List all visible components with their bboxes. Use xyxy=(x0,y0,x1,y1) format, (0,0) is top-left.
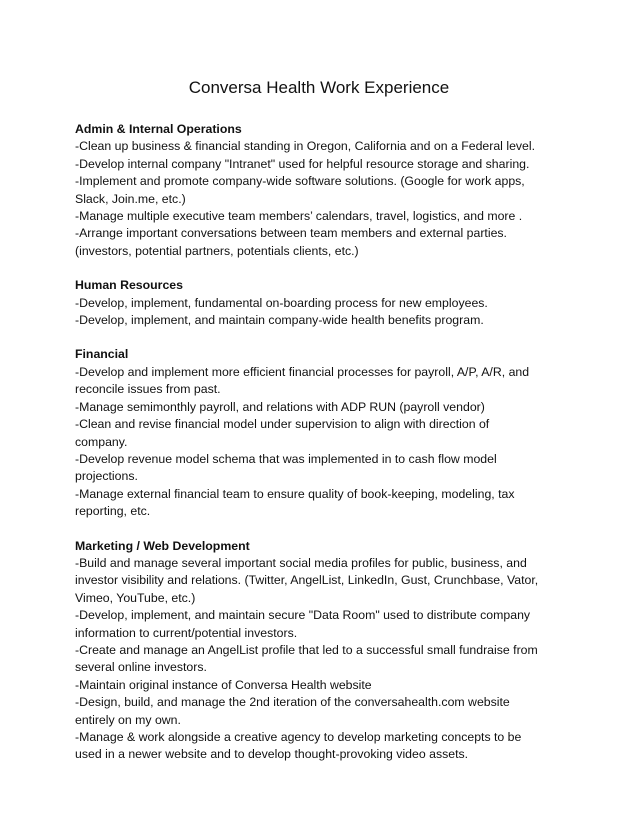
text-line: used in a newer website and to develop thought-provoking video assets. xyxy=(75,747,469,762)
text-line: -Manage & work alongside a creative agency to develop marketing concepts to be xyxy=(75,730,522,744)
text-line: entirely on my own. xyxy=(75,712,181,727)
text-line: -Create and manage an AngelList profile that led to a successful small fundraise from xyxy=(75,642,538,657)
document-title: Conversa Health Work Experience xyxy=(188,78,450,97)
section-heading: Marketing / Web Development xyxy=(75,538,250,553)
section-heading: Financial xyxy=(75,347,129,362)
text-line: -Develop, implement, fundamental on-boarding process for new employees. xyxy=(75,295,488,310)
section-heading: Human Resources xyxy=(75,278,183,293)
text-line: investor visibility and relations. (Twitter, AngelList, LinkedIn, Gust, Crunchbase, Vator, xyxy=(75,573,539,588)
text-line: -Clean up business & financial standing in Oregon, California and on a Federal level. xyxy=(75,139,536,154)
text-line: Slack, Join.me, etc.) xyxy=(75,191,186,206)
text-line: -Develop, implement, and maintain secure "Data Room" used to distribute company xyxy=(75,608,531,623)
text-line: -Develop internal company "Intranet" used for helpful resource storage and sharing. xyxy=(75,156,530,171)
section-financial xyxy=(75,346,575,520)
text-line: -Develop, implement, and maintain company-wide health benefits program. xyxy=(75,313,484,328)
text-line: information to current/potential investors. xyxy=(75,625,298,640)
section-human-resources xyxy=(75,277,575,329)
text-line: -Clean and revise financial model under supervision to align with direction of xyxy=(75,417,490,432)
text-line: -Design, build, and manage the 2nd iteration of the conversahealth.com website xyxy=(75,695,510,710)
text-line: reporting, etc. xyxy=(75,504,151,519)
document-content xyxy=(75,121,575,781)
text-line: -Develop revenue model schema that was implemented in to cash flow model xyxy=(75,451,497,466)
section-heading: Admin & Internal Operations xyxy=(75,122,242,136)
text-line: -Manage semimonthly payroll, and relations with ADP RUN (payroll vendor) xyxy=(75,399,485,414)
text-line: Vimeo, YouTube, etc.) xyxy=(75,590,196,605)
text-line: -Implement and promote company-wide software solutions. (Google for work apps, xyxy=(75,174,525,189)
text-line: -Maintain original instance of Conversa Health website xyxy=(75,677,372,692)
section-marketing-web-development xyxy=(75,538,575,764)
text-line: -Arrange important conversations between team members and external parties. xyxy=(75,226,507,241)
text-line: several online investors. xyxy=(75,660,207,675)
text-line: -Develop and implement more efficient financial processes for payroll, A/P, A/R, and xyxy=(75,364,530,379)
section-admin-internal-operations xyxy=(75,121,575,260)
text-line: (investors, potential partners, potentials clients, etc.) xyxy=(75,243,359,258)
section-body xyxy=(75,364,575,521)
text-line: company. xyxy=(75,434,128,449)
text-line: -Manage external financial team to ensure quality of book-keeping, modeling, tax xyxy=(75,486,515,501)
text-line: reconcile issues from past. xyxy=(75,382,221,397)
section-body xyxy=(75,555,575,764)
section-body xyxy=(75,295,575,330)
text-line: projections. xyxy=(75,469,138,484)
text-line: -Build and manage several important social media profiles for public, business, and xyxy=(75,555,527,570)
section-body xyxy=(75,138,575,260)
text-line: -Manage multiple executive team members’ calendars, travel, logistics, and more . xyxy=(75,209,523,224)
